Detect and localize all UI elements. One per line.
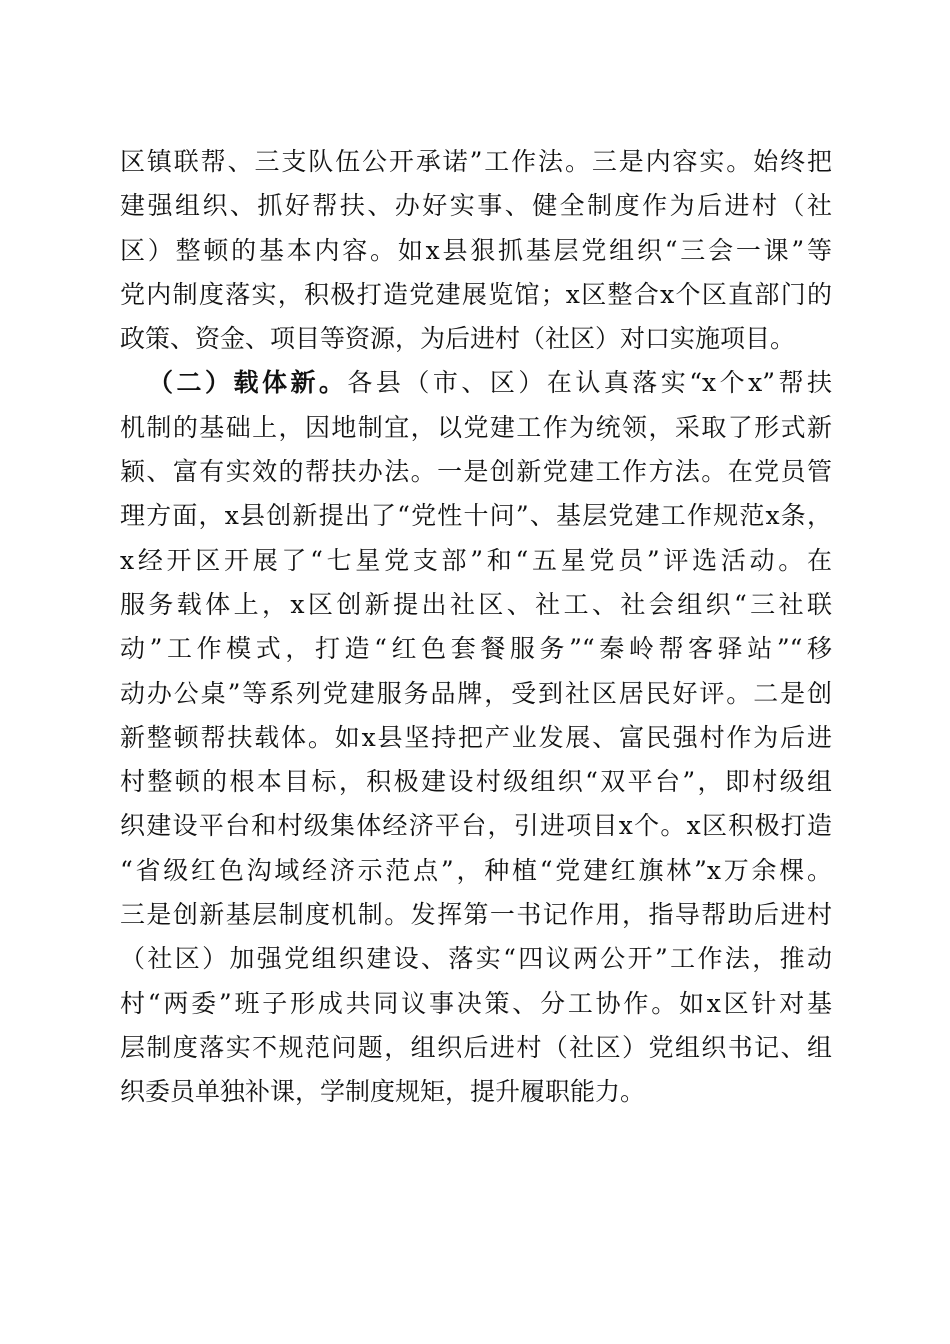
text-span: 各县（市、区）在认真落实“x个x”帮扶 [347,368,832,398]
text-line: 机制的基础上，因地制宜，以党建工作为统领，采取了形式新 [120,412,832,442]
text-line: 村“两委”班子形成共同议事决策、分工协作。如x区针对基 [120,988,832,1018]
text-line: 织委员单独补课，学制度规矩，提升履职能力。 [120,1077,646,1107]
text-line: 织建设平台和村级集体经济平台，引进项目x个。x区积极打造 [120,811,832,841]
text-line: 政策、资金、项目等资源，为后进村（社区）对口实施项目。 [120,324,796,354]
text-line: 区）整顿的基本内容。如x县狠抓基层党组织“三会一课”等 [120,235,832,265]
text-line: “省级红色沟域经济示范点”，种植“党建红旗林”x万余棵。 [120,855,832,885]
text-line: x经开区开展了“七星党支部”和“五星党员”评选活动。在 [120,545,832,575]
body-text [120,140,832,1115]
text-line: 区镇联帮、三支队伍公开承诺”工作法。三是内容实。始终把 [120,147,832,176]
text-line: 三是创新基层制度机制。发挥第一书记作用，指导帮助后进村 [120,900,832,930]
section-first-line [120,361,832,405]
text-line: 服务载体上，x区创新提出社区、社工、社会组织“三社联 [120,589,832,619]
text-line: 村整顿的根本目标，积极建设村级组织“双平台”，即村级组 [120,767,832,797]
text-line: （社区）加强党组织建设、落实“四议两公开”工作法，推动 [120,944,832,974]
text-line: 层制度落实不规范问题，组织后进村（社区）党组织书记、组 [120,1032,832,1062]
section-heading: （二）载体新。 [148,368,348,398]
text-line: 动”工作模式，打造“红色套餐服务”“秦岭帮客驿站”“移 [120,634,832,664]
text-line: 理方面，x县创新提出了“党性十问”、基层党建工作规范x条， [120,501,832,531]
text-line: 党内制度落实，积极打造党建展览馆；x区整合x个区直部门的 [120,279,832,309]
text-line: 新整顿帮扶载体。如x县坚持把产业发展、富民强村作为后进 [120,722,832,752]
text-line: 动办公桌”等系列党建服务品牌，受到社区居民好评。二是创 [120,678,832,708]
text-line: 建强组织、抓好帮扶、办好实事、健全制度作为后进村（社 [120,191,832,221]
text-line: 颖、富有实效的帮扶办法。一是创新党建工作方法。在党员管 [120,457,832,487]
